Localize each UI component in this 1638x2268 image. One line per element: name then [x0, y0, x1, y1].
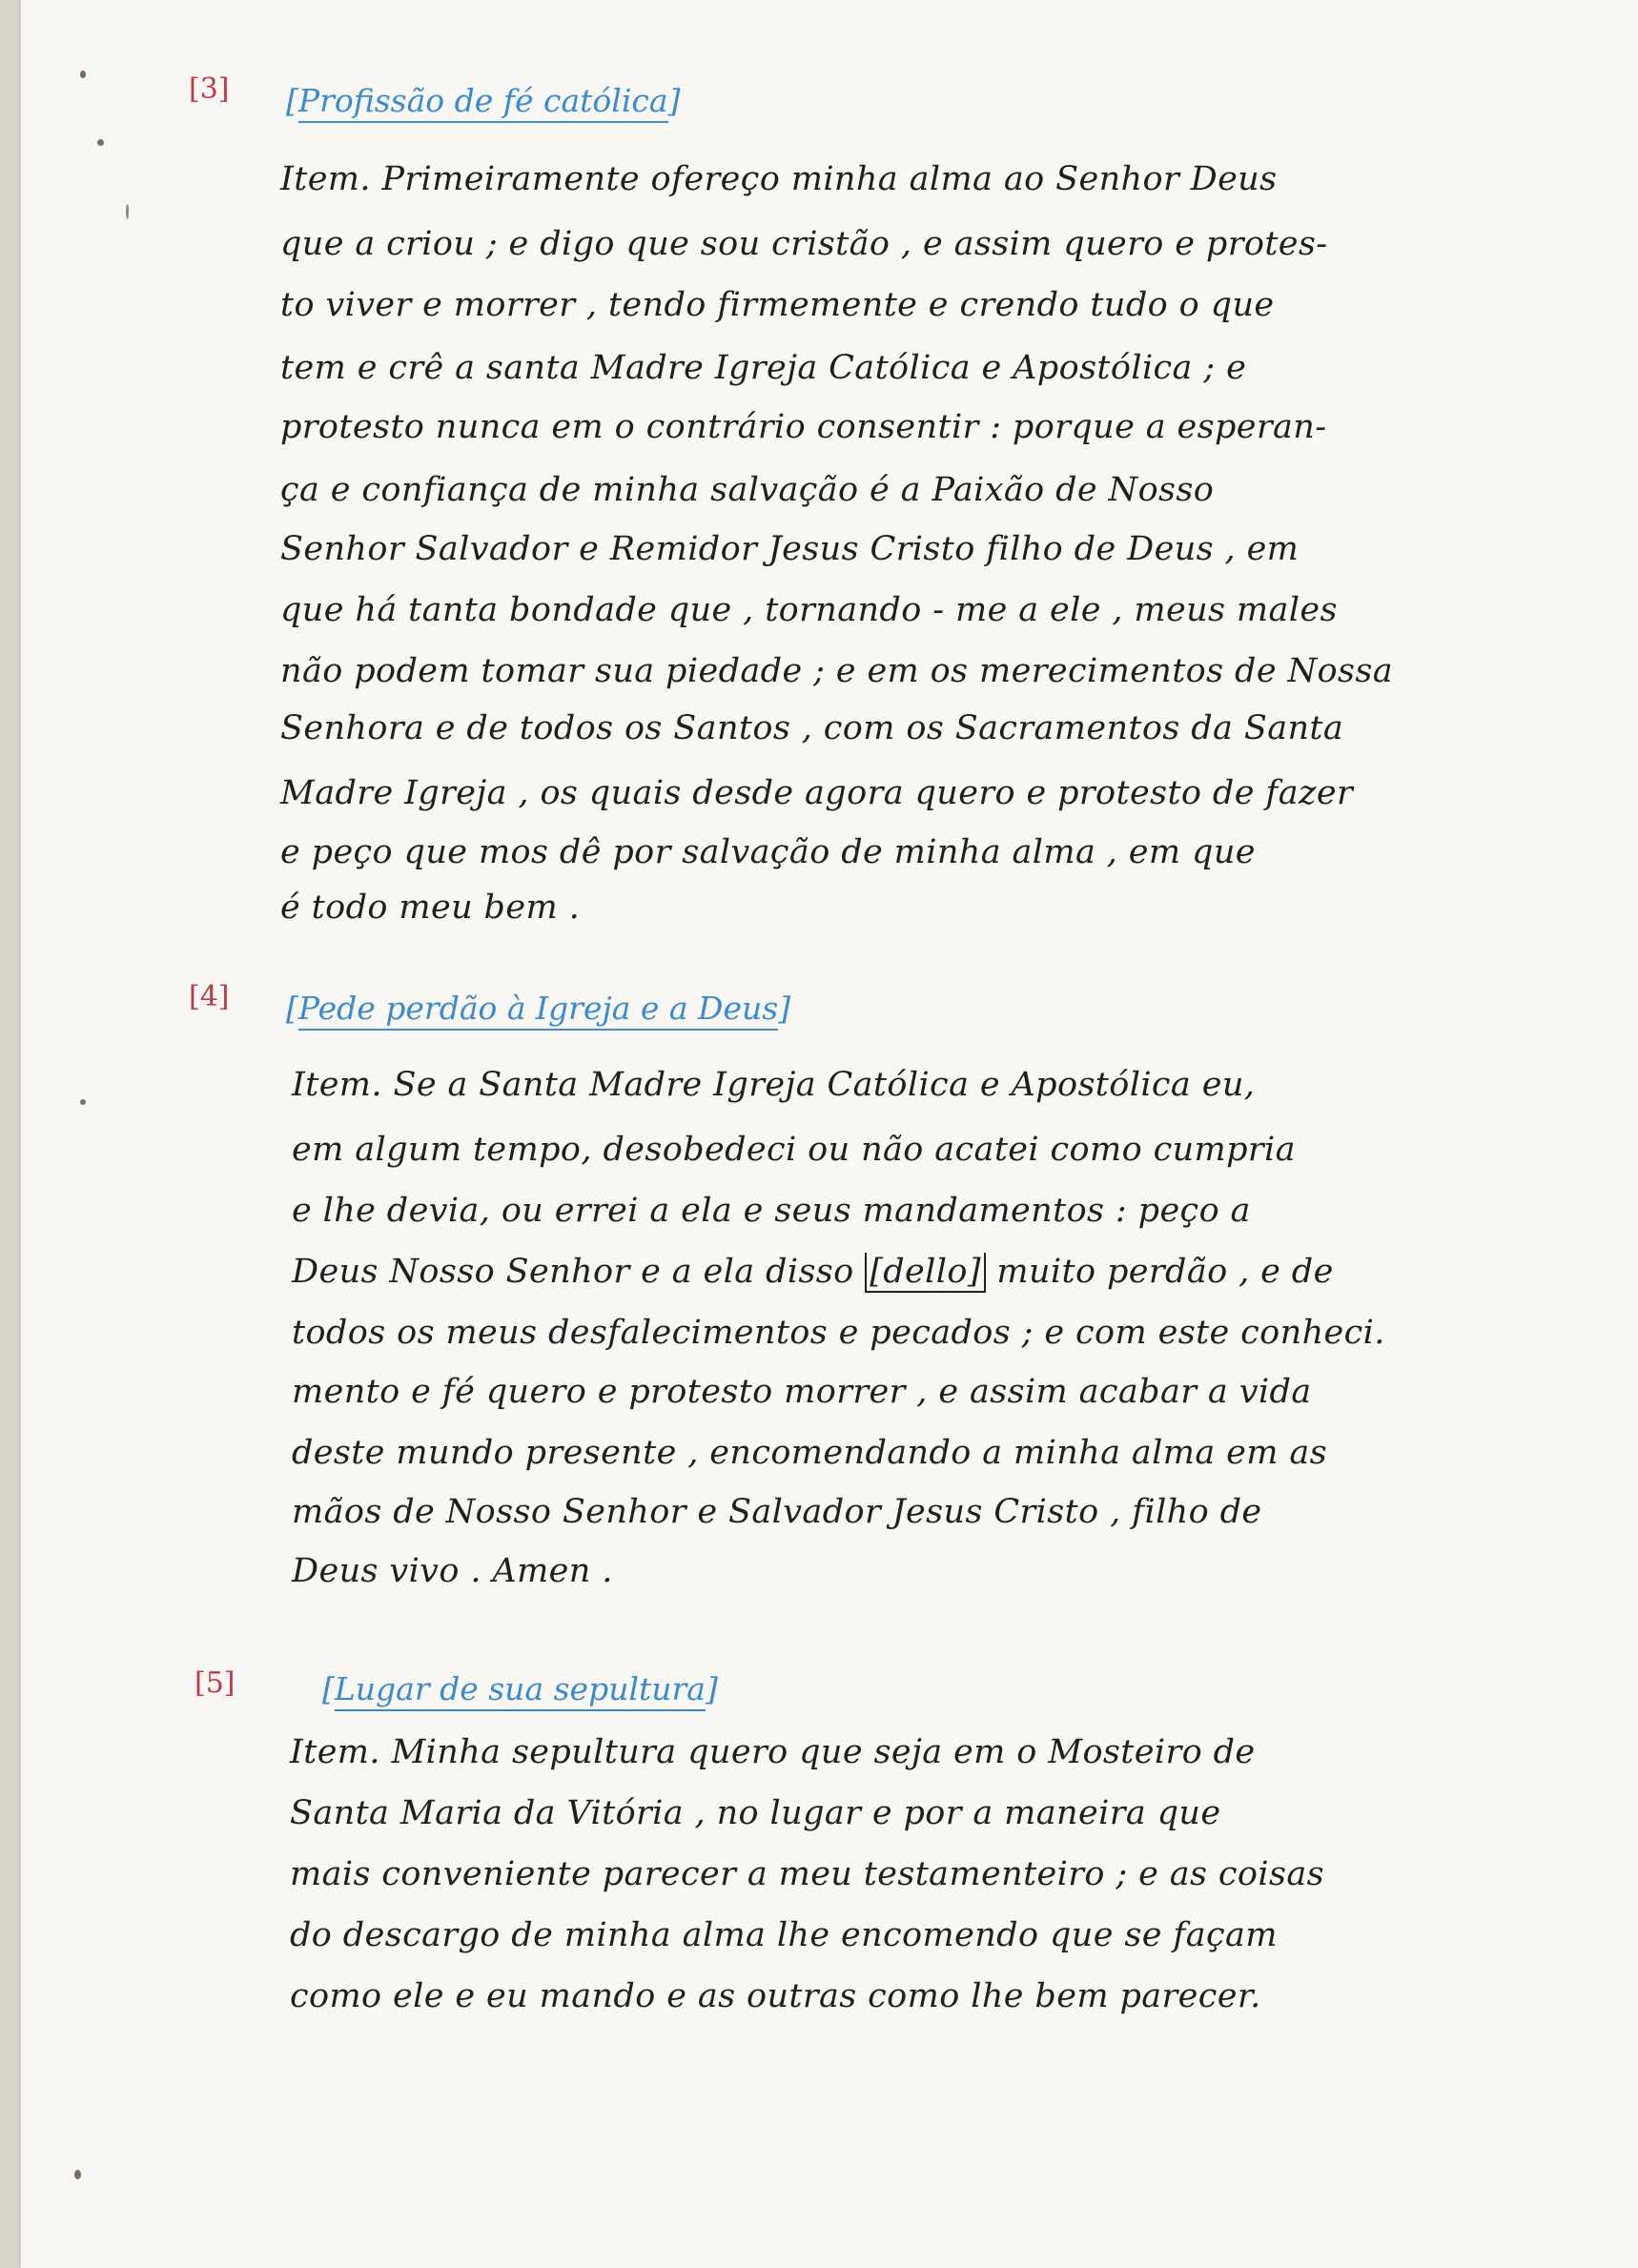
text-fragment: Deus Nosso Senhor e a ela disso: [292, 1253, 854, 1291]
text-line: é todo meu bem .: [280, 889, 581, 927]
heading-bracket-close: ]: [778, 990, 791, 1027]
section-number: [5]: [195, 1666, 235, 1700]
margin-mark: [80, 1099, 86, 1105]
heading-bracket-close: ]: [705, 1670, 718, 1707]
text-fragment: muito perdão , e de: [996, 1253, 1334, 1291]
section-heading: [322, 1670, 718, 1707]
text-line: tem e crê a santa Madre Igreja Católica e Apostólica ; e: [280, 349, 1247, 387]
text-line: Madre Igreja , os quais desde agora quero e protesto de fazer: [280, 774, 1354, 812]
text-line: Santa Maria da Vitória , no lugar e por a maneira que: [290, 1794, 1221, 1832]
heading-bracket-open: [: [286, 990, 298, 1027]
heading-text: Pede perdão à Igreja e a Deus: [298, 990, 778, 1031]
text-line: [292, 1253, 1334, 1291]
text-line: e lhe devia, ou errei a ela e seus mandamentos : peço a: [292, 1192, 1251, 1230]
section-number: [4]: [189, 980, 230, 1013]
text-line: que a criou ; e digo que sou cristão , e assim quero e protes-: [280, 225, 1328, 263]
section-heading: [286, 82, 680, 119]
section-heading: [286, 990, 790, 1027]
text-line: Deus vivo . Amen .: [292, 1552, 613, 1590]
text-line: e peço que mos dê por salvação de minha alma , em que: [280, 833, 1256, 871]
margin-mark: [74, 2170, 81, 2179]
text-line: ça e confiança de minha salvação é a Paixão de Nosso: [280, 471, 1215, 509]
heading-bracket-open: [: [322, 1670, 335, 1707]
text-line: mento e fé quero e protesto morrer , e assim acabar a vida: [292, 1373, 1312, 1411]
manuscript-page: [21, 0, 1638, 2268]
text-line: em algum tempo, desobedeci ou não acatei como cumpria: [292, 1131, 1296, 1169]
bracket-word: [dello]: [865, 1253, 986, 1293]
text-line: mãos de Nosso Senhor e Salvador Jesus Cristo , filho de: [292, 1493, 1262, 1531]
text-line: Item. Primeiramente ofereço minha alma ao Senhor Deus: [280, 160, 1278, 198]
margin-mark: [97, 139, 104, 146]
text-line: todos os meus desfalecimentos e pecados ; e com este conheci.: [292, 1314, 1385, 1352]
heading-text: Lugar de sua sepultura: [335, 1670, 706, 1711]
margin-mark: [126, 204, 129, 219]
text-line: protesto nunca em o contrário consentir : porque a esperan-: [280, 408, 1327, 446]
heading-bracket-close: ]: [667, 82, 681, 119]
heading-bracket-open: [: [286, 82, 298, 119]
text-line: Item. Se a Santa Madre Igreja Católica e Apostólica eu,: [292, 1066, 1256, 1104]
margin-mark: [80, 71, 86, 78]
section-number: [3]: [189, 72, 230, 106]
text-line: deste mundo presente , encomendando a minha alma em as: [292, 1434, 1328, 1472]
text-line: to viver e morrer , tendo firmemente e crendo tudo o que: [280, 286, 1275, 324]
text-line: Senhora e de todos os Santos , com os Sacramentos da Santa: [280, 709, 1344, 747]
text-line: Senhor Salvador e Remidor Jesus Cristo filho de Deus , em: [280, 530, 1300, 568]
text-line: mais conveniente parecer a meu testamenteiro ; e as coisas: [290, 1855, 1324, 1893]
text-line: do descargo de minha alma lhe encomendo que se façam: [290, 1916, 1278, 1954]
heading-text: Profissão de fé católica: [298, 82, 668, 123]
text-line: Item. Minha sepultura quero que seja em o Mosteiro de: [290, 1733, 1256, 1771]
text-line: que há tanta bondade que , tornando - me a ele , meus males: [280, 591, 1338, 629]
text-line: não podem tomar sua piedade ; e em os merecimentos de Nossa: [280, 652, 1393, 690]
text-line: como ele e eu mando e as outras como lhe bem parecer.: [290, 1977, 1261, 2015]
